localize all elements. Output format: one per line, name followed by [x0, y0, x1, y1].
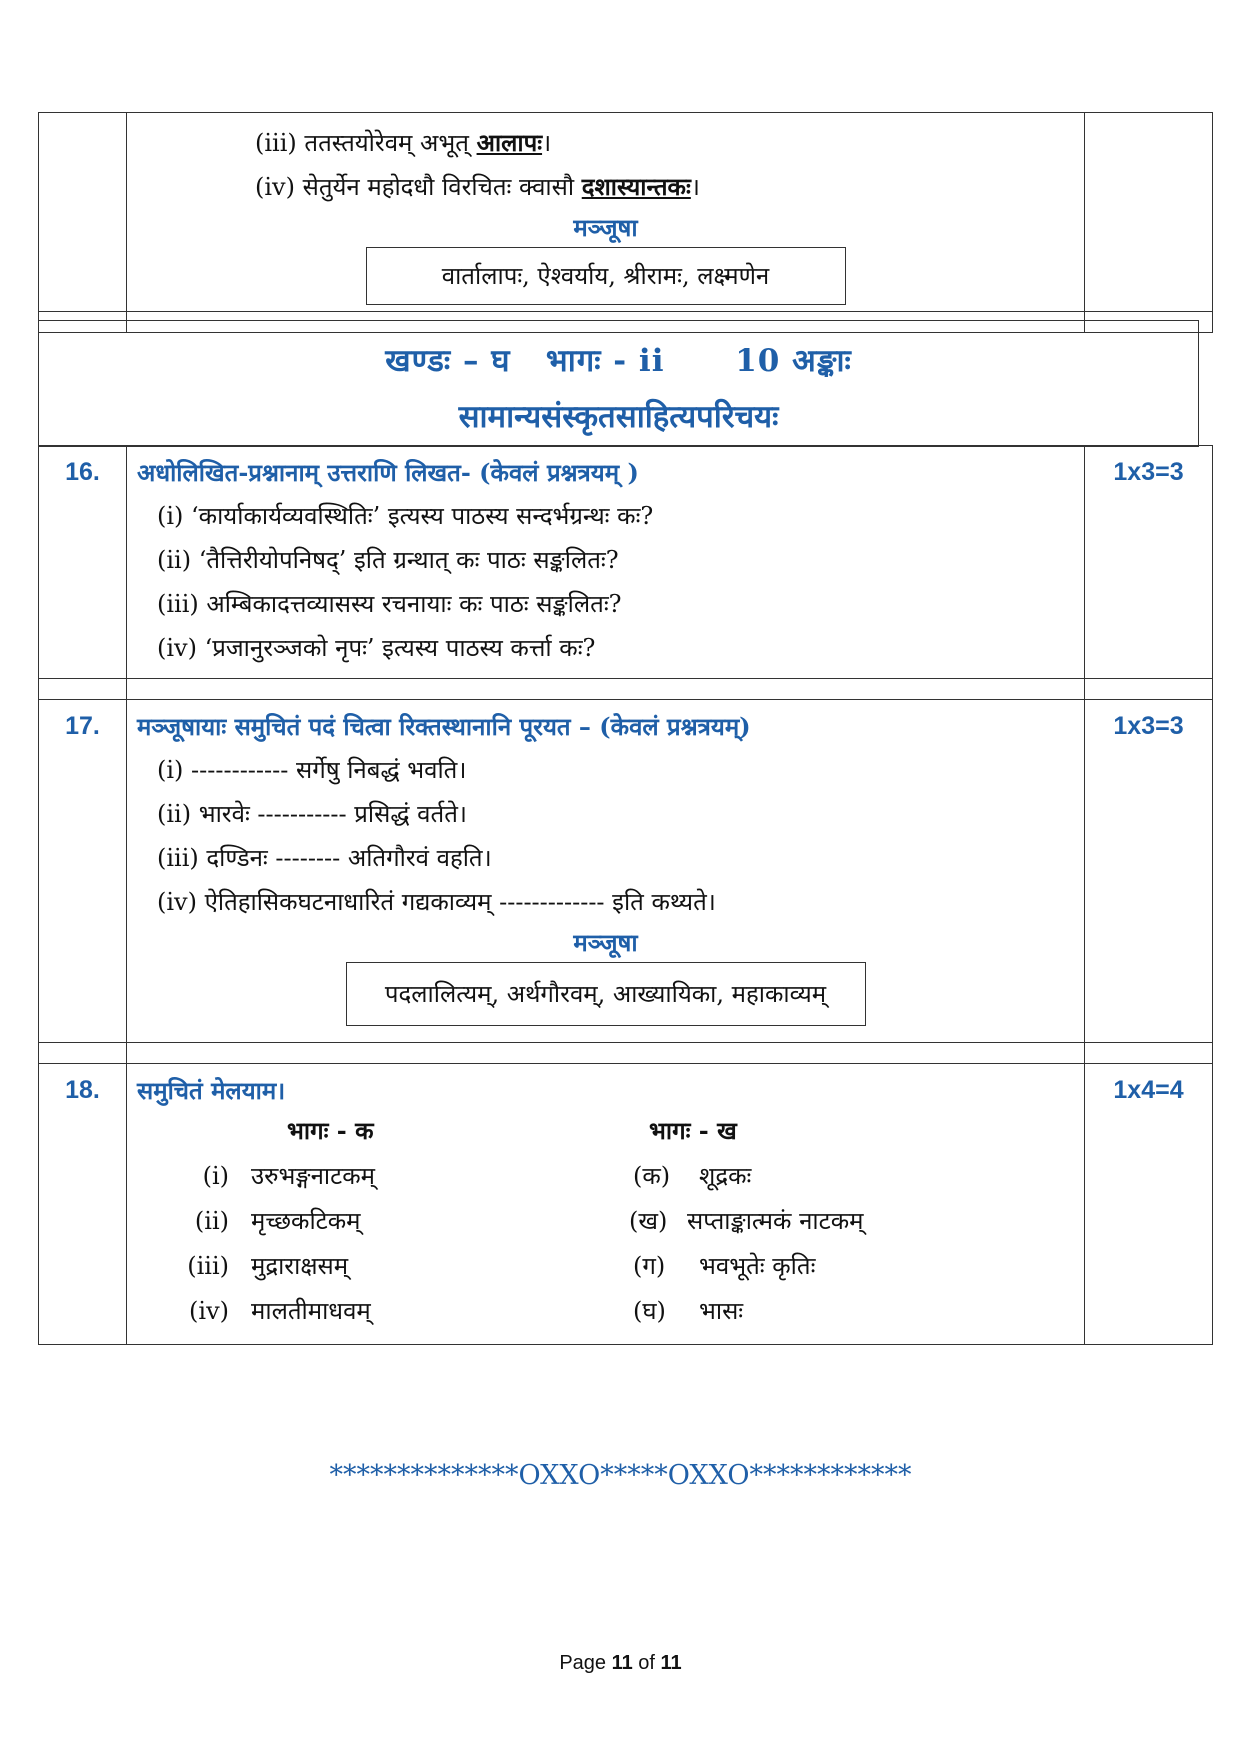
- match-b-index: (ग): [633, 1252, 666, 1280]
- gap-cell: [127, 679, 1085, 700]
- q16-number: 16.: [39, 446, 127, 679]
- match-a-text: मालतीमाधवम्: [251, 1297, 371, 1325]
- q15-content-cell: [127, 113, 1085, 312]
- page-mid: of: [632, 1652, 661, 1674]
- q17-manjusha-title: मञ्जूषा: [573, 928, 638, 957]
- gap-cell: [39, 1043, 127, 1064]
- match-header-row: [127, 1108, 1084, 1154]
- section-header: [38, 320, 1199, 447]
- col-b-title: भागः - ख: [649, 1116, 737, 1145]
- page-number: [0, 1652, 1241, 1675]
- q17-item: (i) ------------ सर्गेषु निबद्धं भवति।: [157, 756, 467, 784]
- q16-item: (iii) अम्बिकादत्तव्यासस्य रचनायाः कः पाठः सङ्कलितः?: [157, 590, 622, 618]
- q16-item: (iv) ‘प्रजानुरञ्जको नृपः’ इत्यस्य पाठस्य कर्त्ता कः?: [157, 634, 596, 662]
- q16-item: (i) ‘कार्याकार्यव्यवस्थितिः’ इत्यस्य पाठस्य सन्दर्भग्रन्थः कः?: [157, 502, 654, 530]
- match-a-text: मुद्राराक्षसम्: [251, 1252, 349, 1280]
- match-a-index: (iv): [189, 1297, 229, 1325]
- match-table: [127, 1108, 1084, 1334]
- match-b-text: सप्ताङ्कात्मकं नाटकम्: [687, 1207, 864, 1235]
- q15-marks-cell: [1085, 113, 1213, 312]
- q16-heading: अधोलिखित-प्रश्नानाम् उत्तराणि लिखत- (केवलं प्रश्नत्रयम् ): [137, 458, 639, 487]
- q17-manjusha-box: पदलालित्यम्, अर्थगौरवम्, आख्यायिका, महाकाव्यम्: [346, 962, 866, 1026]
- q15-item-iv: (iv) सेतुर्येन महोदधौ विरचितः क्वासौ दशास्यान्तकः।: [255, 172, 700, 201]
- q17-number: 17.: [39, 700, 127, 1043]
- match-b-text: शूद्रकः: [699, 1162, 752, 1190]
- q17-content: [127, 700, 1085, 1043]
- match-a-index: (i): [202, 1162, 229, 1190]
- q17-marks: 1x3=3: [1085, 700, 1213, 1043]
- page-total: 11: [660, 1652, 682, 1674]
- col-a-title: भागः - क: [287, 1116, 374, 1145]
- section-title: खण्डः – घ भागः - ii 10 अङ्काः: [385, 343, 852, 379]
- q17-item: (iv) ऐतिहासिकघटनाधारितं गद्यकाव्यम् ------------- इति कथ्यते।: [157, 888, 716, 916]
- match-a-index: (ii): [194, 1207, 229, 1235]
- match-a-text: उरुभङ्गनाटकम्: [251, 1162, 375, 1190]
- q18-content: [127, 1064, 1085, 1345]
- match-b-text: भासः: [699, 1297, 744, 1325]
- q17-heading: मञ्जूषायाः समुचितं पदं चित्वा रिक्तस्थानानि पूरयत – (केवलं प्रश्नत्रयम्): [137, 712, 751, 741]
- q15-manjusha-box: वार्तालापः, ऐश्वर्याय, श्रीरामः, लक्ष्मणेन: [366, 247, 846, 305]
- match-b-index: (ख): [629, 1207, 668, 1235]
- match-b-index: (घ): [633, 1297, 666, 1325]
- q17-item: (iii) दण्डिनः -------- अतिगौरवं वहति।: [157, 844, 492, 872]
- match-row: [127, 1154, 1084, 1199]
- q16-content: [127, 446, 1085, 679]
- q16-item: (ii) ‘तैत्तिरीयोपनिषद्’ इति ग्रन्थात् कः पाठः सङ्कलितः?: [157, 546, 619, 574]
- gap-cell: [1085, 1043, 1213, 1064]
- q18-number: 18.: [39, 1064, 127, 1345]
- gap-cell: [1085, 679, 1213, 700]
- q15-item-iii: (iii) ततस्तयोरेवम् अभूत् आलापः।: [255, 128, 552, 157]
- match-row: [127, 1199, 1084, 1244]
- q17-item: (ii) भारवेः ----------- प्रसिद्धं वर्तते।: [157, 800, 467, 828]
- match-a-index: (iii): [187, 1252, 229, 1280]
- questions-table: [38, 445, 1213, 1345]
- match-b-index: (क): [633, 1162, 671, 1190]
- match-b-text: भवभूतेः कृतिः: [699, 1252, 816, 1280]
- match-row: [127, 1289, 1084, 1334]
- section-subtitle: सामान्यसंस्कृतसाहित्यपरिचयः: [458, 399, 779, 435]
- q18-marks: 1x4=4: [1085, 1064, 1213, 1345]
- q15-number-cell: [39, 113, 127, 312]
- gap-cell: [39, 679, 127, 700]
- page-prefix: Page: [559, 1652, 612, 1674]
- q16-marks: 1x3=3: [1085, 446, 1213, 679]
- page-current: 11: [611, 1652, 633, 1674]
- gap-cell: [127, 1043, 1085, 1064]
- match-row: [127, 1244, 1084, 1289]
- q15-continuation-table: [38, 112, 1213, 333]
- match-a-text: मृच्छकटिकम्: [251, 1207, 361, 1235]
- q15-manjusha-title: मञ्जूषा: [573, 213, 638, 242]
- end-of-paper-marker: **************OXXO*****OXXO************: [329, 1460, 912, 1491]
- q18-heading: समुचितं मेलयाम।: [137, 1076, 286, 1105]
